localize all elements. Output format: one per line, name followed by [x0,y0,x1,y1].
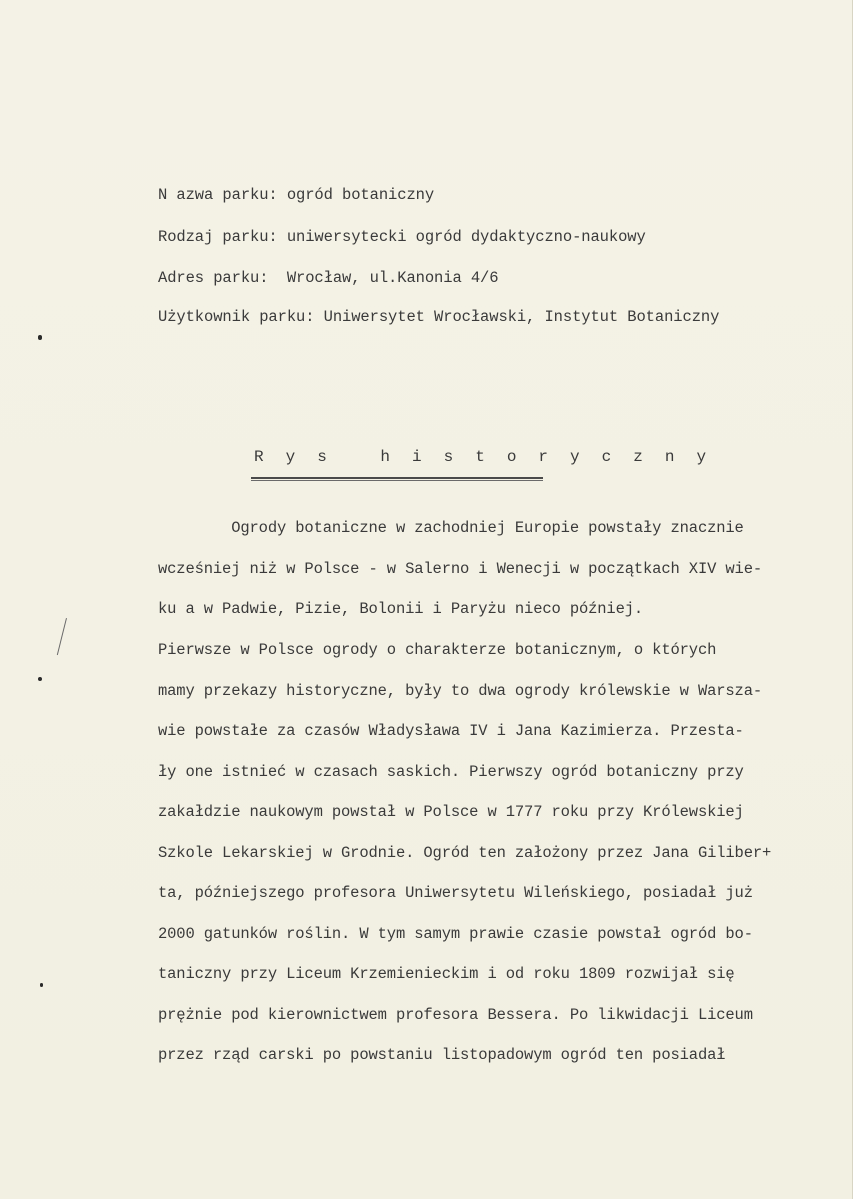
body-line: wie powstałe za czasów Władysława IV i Jana Kazimierza. Przesta- [158,722,744,740]
margin-speck [40,983,43,987]
body-line: ku a w Padwie, Pizie, Bolonii i Paryżu nieco później. [158,600,644,618]
body-line: zakałdzie naukowym powstał w Polsce w 1777 roku przy Królewskiej [158,803,744,821]
body-line: prężnie pod kierownictwem profesora Bessera. Po likwidacji Liceum [158,1006,753,1024]
body-line: taniczny przy Liceum Krzemienieckim i od roku 1809 rozwijał się [158,965,735,983]
body-line: Pierwsze w Polsce ogrody o charakterze botanicznym, o których [158,641,717,659]
park-type-line: Rodzaj parku: uniwersytecki ogród dydaktyczno-naukowy [158,228,646,246]
body-line: Ogrody botaniczne w zachodniej Europie powstały znacznie [158,519,744,537]
margin-speck [38,677,42,681]
section-heading: R y s h i s t o r y c z n y [254,448,713,466]
body-line: 2000 gatunków roślin. W tym samym prawie czasie powstał ogród bo- [158,925,753,943]
body-line: ta, późniejszego profesora Uniwersytetu Wileńskiego, posiadał już [158,884,753,902]
body-line: wcześniej niż w Polsce - w Salerno i Wenecji w początkach XIV wie- [158,560,763,578]
body-line: Szkole Lekarskiej w Grodnie. Ogród ten założony przez Jana Giliber+ [158,844,772,862]
body-line: mamy przekazy historyczne, były to dwa ogrody królewskie w Warsza- [158,682,763,700]
pencil-mark [57,618,67,655]
park-name-line: N azwa parku: ogród botaniczny [158,186,435,204]
body-line: ły one istnieć w czasach saskich. Pierwszy ogród botaniczny przy [158,763,744,781]
heading-underline [251,477,543,481]
margin-speck [38,335,42,340]
park-user-line: Użytkownik parku: Uniwersytet Wrocławski, Instytut Botaniczny [158,308,720,326]
park-address-line: Adres parku: Wrocław, ul.Kanonia 4/6 [158,269,499,287]
body-line: przez rząd carski po powstaniu listopadowym ogród ten posiadał [158,1046,726,1064]
